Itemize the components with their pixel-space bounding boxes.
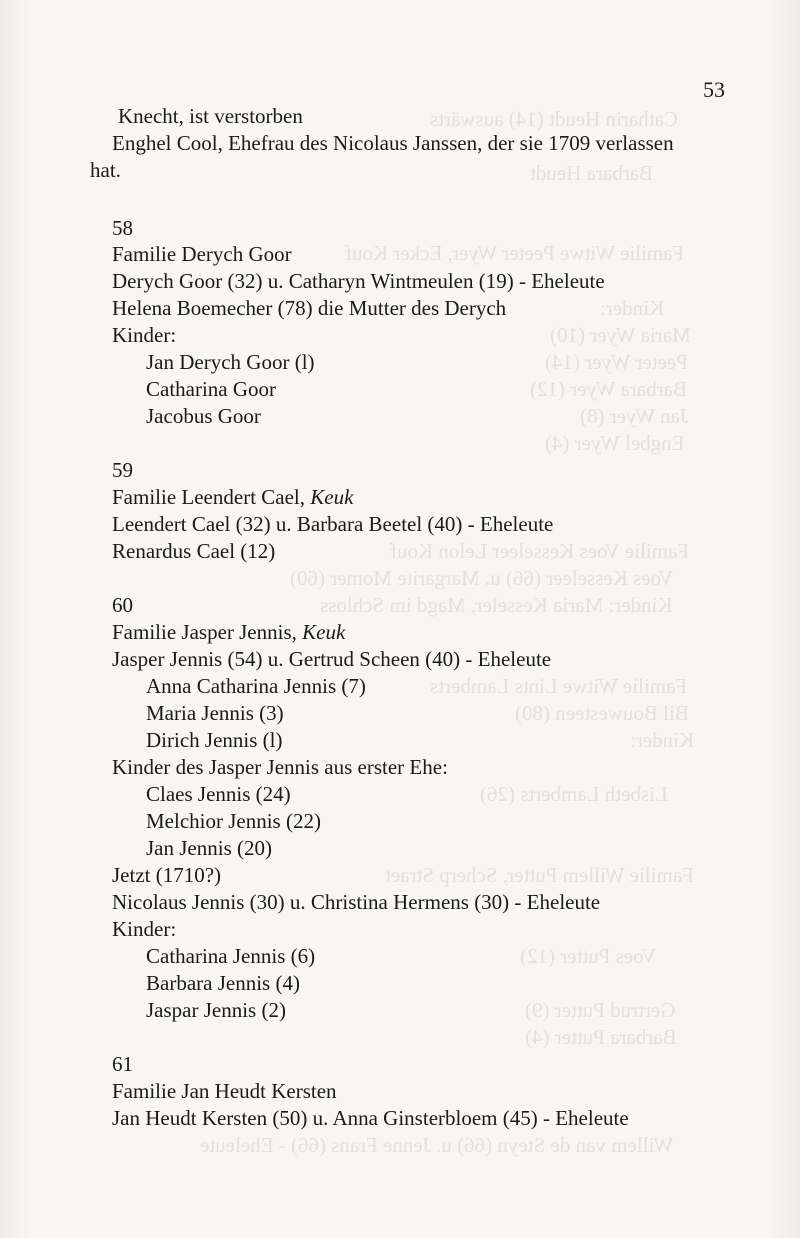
bleed-through-text: Kinder: Maria Kesseler, Magd im Schloss [320, 593, 673, 617]
child-entry: Jacobus Goor [146, 404, 261, 428]
entry-number: 58 [112, 216, 133, 240]
bleed-through-text: Willem van de Steyn (66) u. Jenne Frans (66) - Eheleute [200, 1133, 674, 1157]
text-line: Derych Goor (32) u. Catharyn Wintmeulen (19) - Eheleute [112, 269, 605, 293]
page-number: 53 [703, 77, 725, 102]
bleed-through-text: Engbel Wyer (4) [545, 431, 685, 455]
bleed-through-text: Familie Voes Kesseleer Lelon Kouf [390, 539, 689, 563]
family-heading: Familie Jan Heudt Kersten [112, 1079, 337, 1103]
bleed-through-text: Jan Wyer (8) [580, 404, 688, 428]
place-name: Keuk [310, 485, 354, 509]
text-line: Helena Boemecher (78) die Mutter des Derych [112, 296, 507, 320]
family-heading [112, 484, 353, 511]
entry-number: 60 [112, 593, 133, 617]
family-heading: Familie Derych Goor [112, 242, 292, 266]
text-line: Kinder des Jasper Jennis aus erster Ehe: [112, 755, 448, 779]
bleed-through-text: Gertrud Putter (9) [525, 998, 676, 1022]
bleed-through-text: Familie Witwe Lints Lamberts [430, 674, 688, 698]
child-entry: Dirich Jennis (l) [146, 728, 283, 752]
bleed-through-text: Lisbeth Lamberts (26) [480, 782, 668, 806]
text-line: Leendert Cael (32) u. Barbara Beetel (40) - Eheleute [112, 512, 554, 536]
bleed-through-text: Kinder: [600, 296, 665, 320]
children-label: Kinder: [112, 323, 177, 347]
bleed-through-text: Familie Witwe Peeter Wyer, Ecker Kouf [345, 241, 685, 265]
entry-number: 61 [112, 1052, 133, 1076]
entry-number: 59 [112, 458, 133, 482]
child-entry: Jan Jennis (20) [146, 836, 272, 860]
text-line: Renardus Cael (12) [112, 539, 276, 563]
text-line: Jan Heudt Kersten (50) u. Anna Ginsterbloem (45) - Eheleute [112, 1106, 629, 1130]
children-label: Kinder: [112, 917, 177, 941]
child-entry: Barbara Jennis (4) [146, 971, 300, 995]
text-line: hat. [90, 158, 121, 182]
text-line: Knecht, ist verstorben [118, 104, 303, 128]
bleed-through-text: Catharin Heudt (14) auswärts [430, 107, 678, 131]
bleed-through-text: Peeter Wyer (14) [545, 350, 688, 374]
child-entry: Catharina Jennis (6) [146, 944, 316, 968]
child-entry: Jaspar Jennis (2) [146, 998, 286, 1022]
bleed-through-text: Barbara Putter (4) [525, 1025, 677, 1049]
child-entry: Anna Catharina Jennis (7) [146, 674, 366, 698]
bleed-through-text: Barbara Heudt [530, 161, 654, 185]
family-name: Familie Jasper Jennis, [112, 620, 303, 644]
child-entry: Claes Jennis (24) [146, 782, 291, 806]
child-entry: Jan Derych Goor (l) [146, 350, 315, 374]
bleed-through-text: Familie Willem Putter, Scherp Straet [385, 863, 694, 887]
text-line: Jasper Jennis (54) u. Gertrud Scheen (40) - Eheleute [112, 647, 552, 671]
child-entry: Maria Jennis (3) [146, 701, 284, 725]
text-line: Nicolaus Jennis (30) u. Christina Hermens (30) - Eheleute [112, 890, 601, 914]
text-line: Jetzt (1710?) [112, 863, 222, 887]
bleed-through-text: Maria Wyer (10) [550, 323, 691, 347]
child-entry: Melchior Jennis (22) [146, 809, 321, 833]
child-entry: Catharina Goor [146, 377, 277, 401]
bleed-through-text: Voes Putter (12) [520, 944, 657, 968]
bleed-through-text: Barbara Wyer (12) [530, 377, 687, 401]
bleed-through-text: Voes Kesseleer (66) u. Margarite Momer (60) [290, 566, 674, 590]
bleed-through-text: Bil Bouwesteen (80) [515, 701, 689, 725]
text-line: Enghel Cool, Ehefrau des Nicolaus Janssen, der sie 1709 verlassen [112, 131, 674, 155]
bleed-through-text: Kinder: [630, 728, 695, 752]
family-heading [112, 619, 345, 646]
place-name: Keuk [302, 620, 346, 644]
family-name: Familie Leendert Cael, [112, 485, 311, 509]
